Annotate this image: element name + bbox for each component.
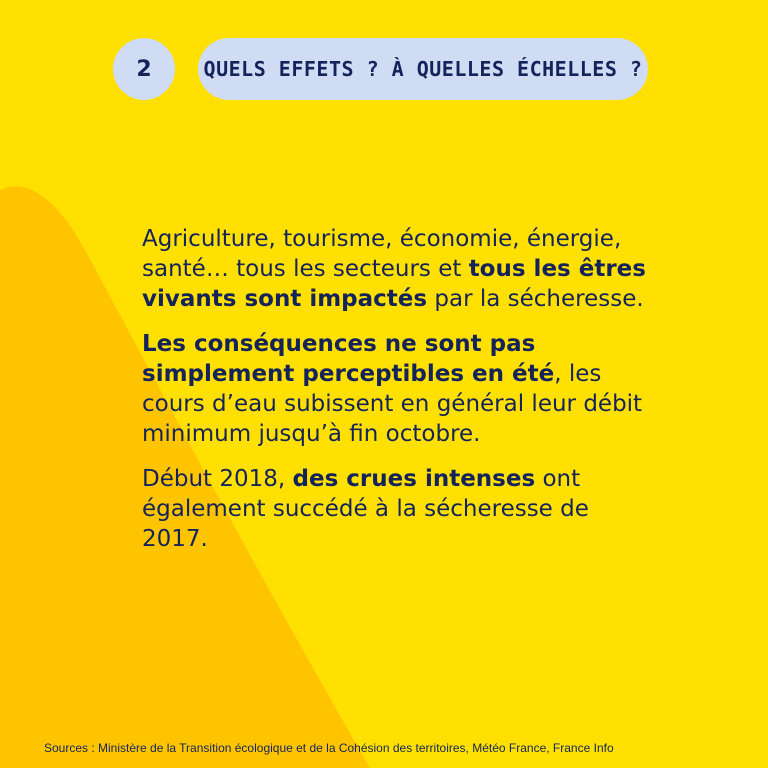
paragraph-3-text-end: ont également succédé à la sécheresse de 2017. [142,466,589,552]
section-number: 2 [136,56,152,82]
paragraph-2-emphasis: Les conséquences ne sont pas simplement perceptibles en été [142,331,555,387]
section-number-badge [113,38,175,100]
paragraph-1-emphasis: tous les êtres vivants sont impactés [142,256,646,312]
section-title: QUELS EFFETS ? À QUELLES ÉCHELLES ? [203,57,643,81]
paragraph-1-text-end: par la sécheresse. [427,286,644,312]
section-header [113,38,648,100]
sources-footnote: Sources : Ministère de la Transition écologique et de la Cohésion des territoires, Météo France, France Info [44,741,614,755]
section-title-pill [198,38,648,100]
paragraph-1-text: Agriculture, tourisme, économie, énergie, santé… tous les secteurs et [142,226,622,282]
paragraph-3-emphasis: des crues intenses [292,466,536,492]
paragraph-2 [142,329,662,449]
paragraph-2-text: , les cours d’eau subissent en général leur débit minimum jusqu’à fin octobre. [142,361,643,447]
paragraph-1 [142,224,662,314]
paragraph-3 [142,464,662,554]
paragraph-3-text: Début 2018, [142,466,293,492]
main-body-text [142,224,662,569]
